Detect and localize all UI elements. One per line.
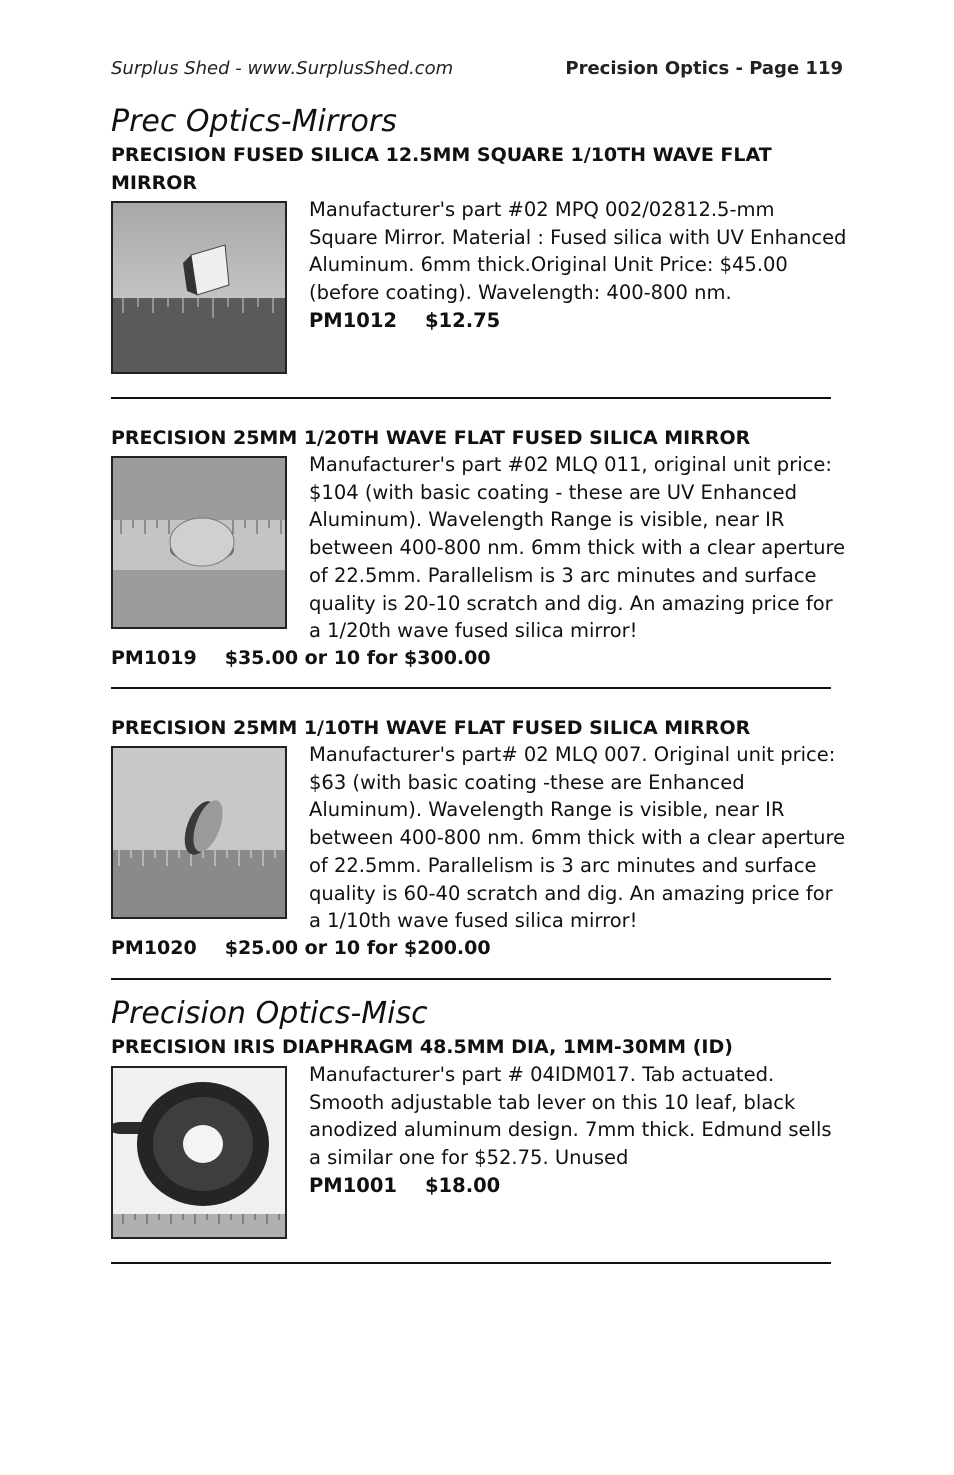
product-sku: PM1012 bbox=[309, 308, 397, 332]
section-title-misc: Precision Optics-Misc bbox=[111, 996, 428, 1031]
product-sku: PM1001 bbox=[309, 1173, 397, 1197]
divider bbox=[111, 978, 831, 980]
product-price-line-pm1012 bbox=[309, 307, 849, 335]
product-photo-iris-diaphragm bbox=[111, 1066, 287, 1239]
divider bbox=[111, 397, 831, 399]
divider bbox=[111, 1262, 831, 1264]
product-description-pm1012: Manufacturer's part #02 MPQ 002/02812.5-mm Square Mirror. Material : Fused silica with UV Enhanced Aluminum. 6mm thick.Original Unit Price: $45.00 (before coating). Wavelength: 400-800 nm. PM1012 $12.75 bbox=[309, 196, 849, 335]
product-price: $35.00 or 10 for $300.00 bbox=[224, 647, 491, 669]
divider bbox=[111, 687, 831, 689]
product-price-line-pm1019 bbox=[111, 647, 491, 669]
product-description-pm1019: Manufacturer's part #02 MLQ 011, original unit price: $104 (with basic coating - these are UV Enhanced Aluminum). Wavelength Range is visible, near IR between 400-800 nm. 6mm thick with a clear aperture of 22.5mm. Parallelism is 3 arc minutes and surface quality is 20-10 scratch and dig. An amazing price for a 1/20th wave fused silica mirror! bbox=[309, 453, 846, 643]
product-title-pm1001: PRECISION IRIS DIAPHRAGM 48.5MM DIA, 1MM-30MM (ID) bbox=[111, 1036, 733, 1058]
product-title-pm1020: PRECISION 25MM 1/10TH WAVE FLAT FUSED SILICA MIRROR bbox=[111, 717, 751, 739]
product-description-pm1020: Manufacturer's part# 02 MLQ 007. Original unit price: $63 (with basic coating -these are Enhanced Aluminum). Wavelength Range is visible, near IR between 400-800 nm. 6mm thick with a clear aperture of 22.5mm. Parallelism is 3 arc minutes and surface quality is 60-40 scratch and dig. An amazing price for a 1/10th wave fused silica mirror! bbox=[309, 743, 846, 933]
product-photo-square-mirror bbox=[111, 201, 287, 374]
product-price: $12.75 bbox=[424, 308, 501, 332]
product-price: $25.00 or 10 for $200.00 bbox=[224, 937, 491, 959]
product-title-pm1019: PRECISION 25MM 1/20TH WAVE FLAT FUSED SILICA MIRROR bbox=[111, 427, 751, 449]
page-header-right: Precision Optics - Page 119 bbox=[565, 58, 843, 79]
product-price: $18.00 bbox=[424, 1173, 501, 1197]
product-photo-round-mirror-20th bbox=[111, 456, 287, 629]
product-description-pm1001: Manufacturer's part # 04IDM017. Tab actuated. Smooth adjustable tab lever on this 10 leaf, black anodized aluminum design. 7mm thick. Edmund sells a similar one for $52.75. Unused PM1001 $18.00 bbox=[309, 1061, 849, 1200]
product-price-line-pm1020 bbox=[111, 937, 491, 959]
product-sku: PM1019 bbox=[111, 647, 197, 669]
product-sku: PM1020 bbox=[111, 937, 197, 959]
page-header-left: Surplus Shed - www.SurplusShed.com bbox=[111, 58, 454, 79]
product-photo-round-mirror-10th bbox=[111, 746, 287, 919]
product-title-pm1012: PRECISION FUSED SILICA 12.5MM SQUARE 1/10TH WAVE FLAT MIRROR bbox=[111, 144, 772, 194]
section-title-mirrors: Prec Optics-Mirrors bbox=[111, 104, 397, 139]
product-price-line-pm1001 bbox=[309, 1172, 849, 1200]
